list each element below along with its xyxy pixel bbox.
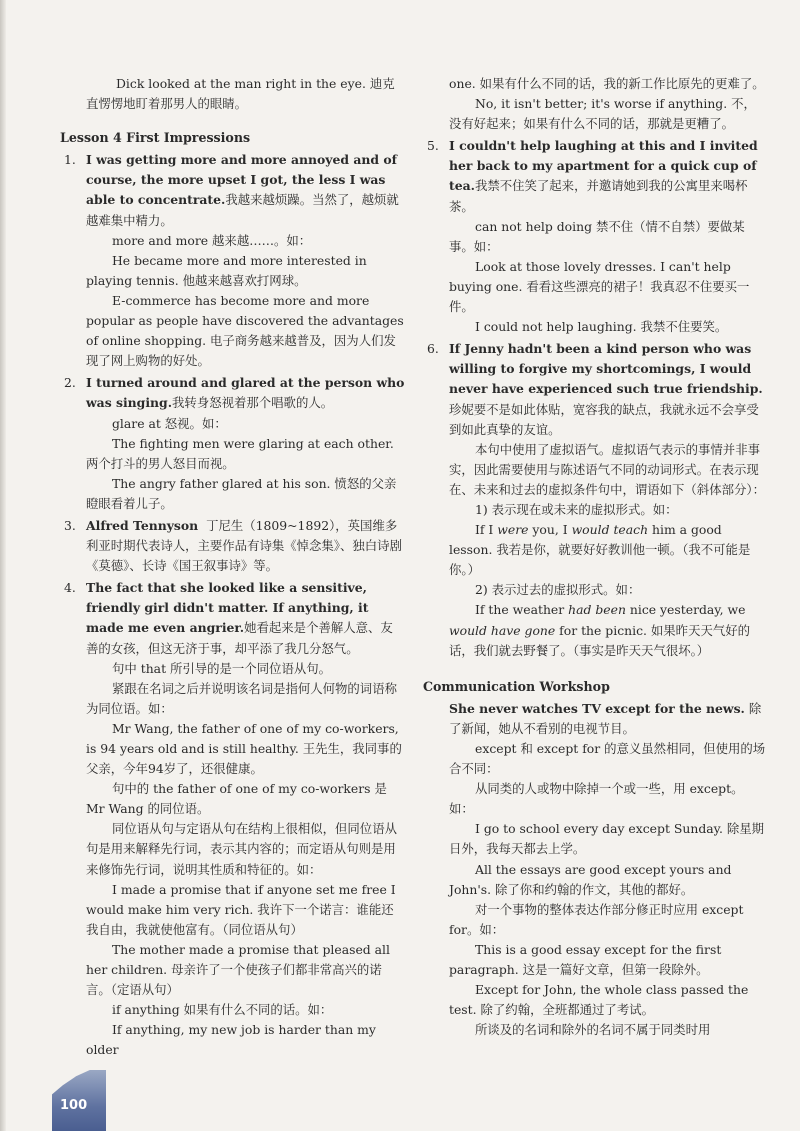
note-item-4 xyxy=(60,578,405,1060)
note-example: This is a good essay except for the first paragraph. 这是一篇好文章，但第一段除外。 xyxy=(449,941,722,978)
note-sentence: If Jenny hadn't been a kind person who was willing to forgive my shortcomings, I would never have experienced such true friendship. xyxy=(449,341,763,397)
page-edge-shadow xyxy=(0,0,6,1131)
note-sentence: The fact that she looked like a sensitive, friendly girl didn't matter. If anything, it made me even angrier. xyxy=(86,580,369,636)
note-translation: 她看起来是个善解人意、友善的女孩，但这无济于事，却平添了我几分怒气。 xyxy=(86,620,393,656)
example-text: If I xyxy=(475,522,498,538)
example-italic: would have gone xyxy=(449,622,556,638)
note-example: Except for John, the whole class passed the test. 除了约翰，全班都通过了考试。 xyxy=(449,982,749,1018)
note-translation: 我越来越烦躁。当然了，越烦就越难集中精力。 xyxy=(86,192,399,228)
note-paragraph: 同位语从句与定语从句在结构上很相似，但同位语从句是用来解释先行词，表示其内容的；而定语从句则是用来修饰先行词，说明其性质和特征的。如： xyxy=(86,821,397,877)
note-sentence: Alfred Tennyson xyxy=(86,517,199,533)
item-number: 1. xyxy=(64,152,76,168)
example-text: for the picnic. 如果昨天天气好的话，我们就去野餐了。（事实是昨天天气很坏。） xyxy=(449,622,751,658)
note-paragraph: 句中 that 所引导的是一个同位语从句。 xyxy=(112,660,332,676)
note-example: I go to school every day except Sunday. 除星期日外，我每天都去上学。 xyxy=(449,821,765,857)
note-item-2 xyxy=(60,373,405,514)
item-number: 2. xyxy=(64,375,76,391)
note-item-1 xyxy=(60,150,405,371)
intro-example: Dick looked at the man right in the eye. 迪克直愣愣地盯着那男人的眼睛。 xyxy=(86,76,395,112)
note-example: The angry father glared at his son. 愤怒的父亲瞪眼看着儿子。 xyxy=(86,475,397,511)
note-example: No, it isn't better; it's worse if anything. 不，没有好起来；如果有什么不同的话，那就是更糟了。 xyxy=(449,96,756,132)
note-example: If anything, my new job is harder than my older xyxy=(86,1022,376,1058)
page-number: 100 xyxy=(60,1098,88,1113)
note-translation: 除了新闻，她从不看别的电视节目。 xyxy=(449,700,762,736)
note-example: E-commerce has become more and more popular as people have discovered the advantages of online shopping. 电子商务越来越普及，因为人们发现了网上购物的好处。 xyxy=(86,292,404,369)
note-example: All the essays are good except yours and John's. 除了你和约翰的作文，其他的都好。 xyxy=(449,861,732,897)
note-paragraph: 所谈及的名词和除外的名词不属于同类时用 xyxy=(475,1022,711,1038)
right-column xyxy=(423,74,768,1040)
note-translation: 丁尼生（1809~1892），英国维多利亚时期代表诗人，主要作品有诗集《悼念集》、独白诗剧《莫德》、长诗《国王叙事诗》等。 xyxy=(86,517,402,574)
note-item-6 xyxy=(423,339,768,661)
note-example: The mother made a promise that pleased all her children. 母亲许了一个使孩子们都非常高兴的诺言。（定语从句） xyxy=(86,941,390,998)
note-item-3 xyxy=(60,516,405,576)
note-paragraph: 1) 表示现在或未来的虚拟形式。如： xyxy=(475,501,678,517)
example-italic: were xyxy=(497,522,529,538)
note-example: I could not help laughing. 我禁不住要笑。 xyxy=(475,319,728,335)
note-sentence: I was getting more and more annoyed and of course, the more upset I got, the less I was able to concentrate. xyxy=(86,152,397,208)
note-paragraph: 本句中使用了虚拟语气。虚拟语气表示的事情并非事实，因此需要使用与陈述语气不同的动词形式。在表示现在、未来和过去的虚拟条件句中，谓语如下（斜体部分）： xyxy=(449,441,765,497)
note-paragraph: glare at 怒视。如： xyxy=(112,415,227,431)
note-translation: 我转身怒视着那个唱歌的人。 xyxy=(172,395,334,411)
note-example: Look at those lovely dresses. I can't help buying one. 看看这些漂亮的裙子！我真忍不住要买一件。 xyxy=(449,258,750,315)
example-text: him a good lesson. 我若是你，就要好好教训他一顿。（我不可能是你。） xyxy=(449,522,751,578)
example-text: If the weather xyxy=(475,602,569,618)
example-italic: would teach xyxy=(571,522,649,538)
note-paragraph: 从同类的人或物中除掉一个或一些，用 except。如： xyxy=(449,781,744,817)
note-paragraph: 紧跟在名词之后并说明该名词是指何人何物的词语称为同位语。如： xyxy=(86,680,397,716)
note-example: I made a promise that if anyone set me free I would make him very rich. 我许下一个诺言：谁能还我自由，我就使他富有。（同位语从句） xyxy=(86,881,396,937)
note-sentence: I turned around and glared at the person who was singing. xyxy=(86,375,405,411)
workshop-section xyxy=(423,699,768,1041)
note-paragraph: 对一个事物的整体表达作部分修正时应用 except for。如： xyxy=(449,901,744,937)
note-example xyxy=(449,520,768,580)
note-paragraph: if anything 如果有什么不同的话。如： xyxy=(112,1002,333,1018)
note-example: He became more and more interested in playing tennis. 他越来越喜欢打网球。 xyxy=(86,252,367,288)
note-sentence: She never watches TV except for the news. xyxy=(449,700,745,716)
note-translation: 我禁不住笑了起来，并邀请她到我的公寓里来喝杯茶。 xyxy=(449,178,748,214)
example-italic: had been xyxy=(568,602,626,618)
item-number: 3. xyxy=(64,517,76,533)
example-text: nice yesterday, we xyxy=(625,602,746,618)
note-paragraph: 2) 表示过去的虚拟形式。如： xyxy=(475,582,641,598)
note-item-5 xyxy=(423,136,768,337)
note-translation: 珍妮要不是如此体贴，宽容我的缺点，我就永远不会享受到如此真挚的友谊。 xyxy=(449,401,759,437)
item-number: 5. xyxy=(427,138,439,154)
note-example: Mr Wang, the father of one of my co-workers, is 94 years old and is still healthy. 王先生，我同事的父亲，今年94岁了，还很健康。 xyxy=(86,720,402,777)
item-number: 6. xyxy=(427,341,439,357)
example-text: you, I xyxy=(528,522,572,538)
workshop-heading: Communication Workshop xyxy=(423,678,610,694)
lesson-heading: Lesson 4 First Impressions xyxy=(60,130,251,146)
note-paragraph: except 和 except for 的意义虽然相同，但使用的场合不同： xyxy=(449,741,766,777)
note-example: The fighting men were glaring at each other. 两个打斗的男人怒目而视。 xyxy=(86,435,394,471)
item-number: 4. xyxy=(64,580,76,596)
note-sentence: I couldn't help laughing at this and I invited her back to my apartment for a quick cup of tea. xyxy=(449,138,758,194)
note-example xyxy=(449,600,768,660)
note-paragraph: 句中的 the father of one of my co-workers 是 Mr Wang 的同位语。 xyxy=(86,781,387,817)
left-column xyxy=(60,74,405,1061)
continued-text: one. 如果有什么不同的话，我的新工作比原先的更难了。 xyxy=(449,76,765,91)
note-paragraph: more and more 越来越……。如： xyxy=(112,232,312,248)
note-paragraph: can not help doing 禁不住（情不自禁）要做某事。如： xyxy=(449,218,745,254)
